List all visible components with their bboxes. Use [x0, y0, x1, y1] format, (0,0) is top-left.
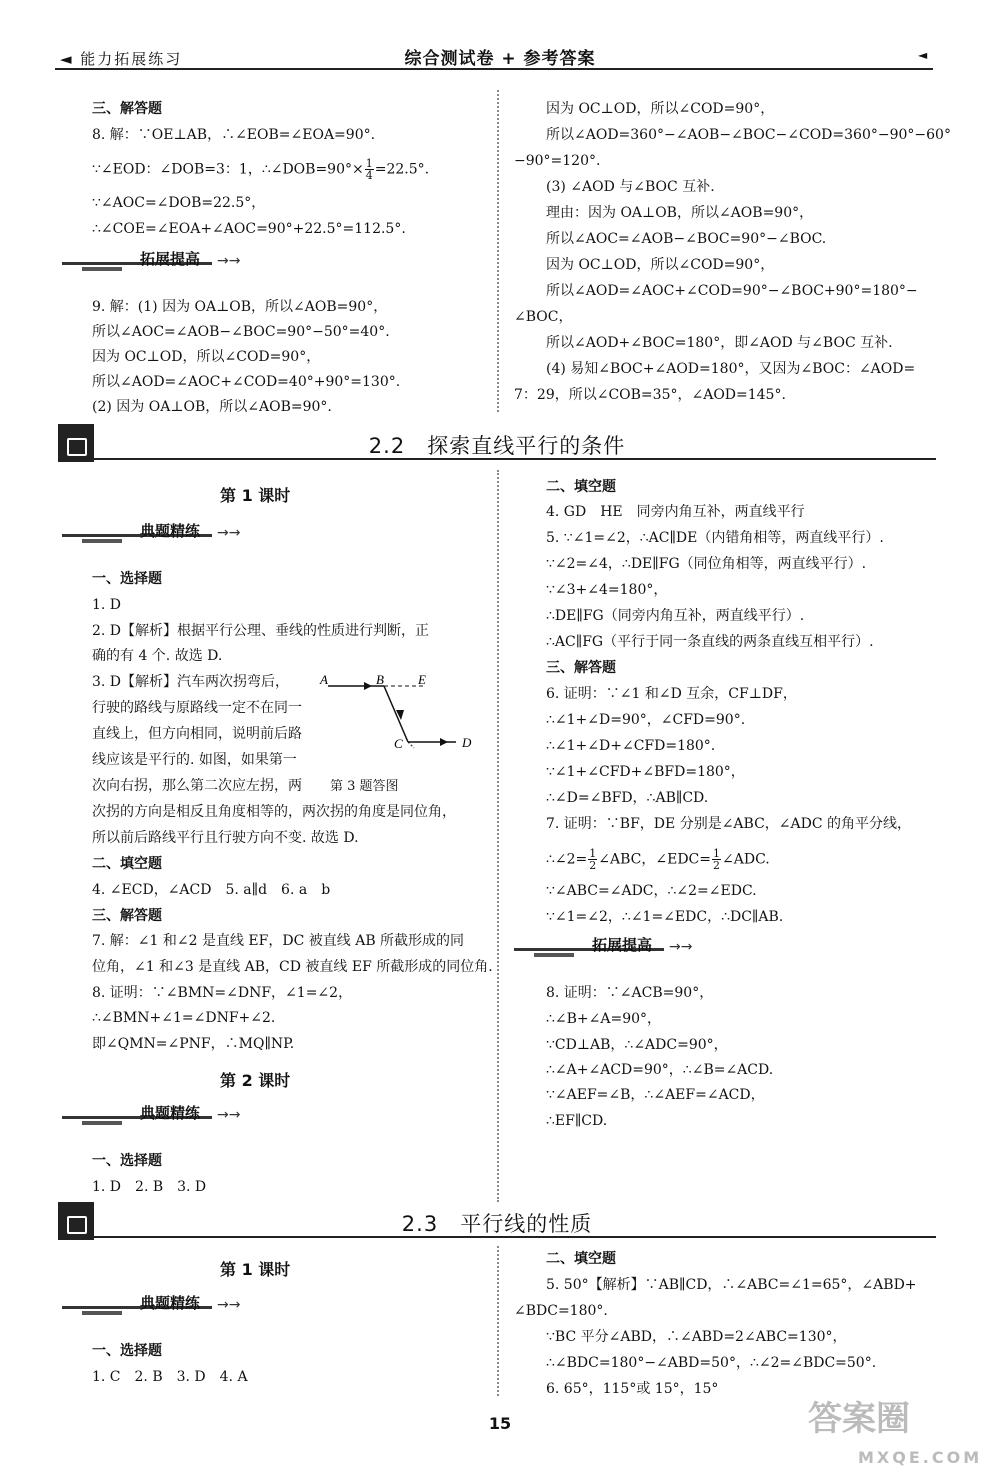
arrow-head: [440, 738, 448, 746]
section-tag: 典题精练 →→: [62, 1104, 262, 1132]
text-line: 三、解答题: [546, 660, 616, 676]
text-line: ∵∠1=∠2，∴∠1=∠EDC，∴DC∥AB.: [546, 909, 784, 925]
text-line: ∴∠B+∠A=90°，: [546, 1011, 662, 1027]
section-tag: 拓展提高 →→: [514, 936, 714, 964]
text-line: 2. D【解析】根据平行公理、垂线的性质进行判断，正: [92, 623, 430, 639]
text-line: 8. 证明：∵∠BMN=∠DNF，∠1=∠2，: [92, 985, 353, 1001]
text-line: 位角，∠1 和∠3 是直线 AB，CD 被直线 EF 所截形成的同位角.: [92, 959, 493, 975]
label-a: A: [320, 672, 328, 687]
text-line: 二、填空题: [546, 479, 616, 495]
section-tag: 典题精练 →→: [62, 522, 262, 550]
text-line: 次向右拐，那么第二次应左拐，两: [92, 778, 302, 794]
text-line: 1. D 2. B 3. D: [92, 1179, 207, 1195]
lesson-title: 第 1 课时: [220, 486, 291, 505]
header-title: 综合测试卷 + 参考答案: [404, 49, 596, 69]
text-line: 7：29，所以∠COB=35°，∠AOD=145°.: [514, 387, 786, 403]
text-line: (3) ∠AOD 与∠BOC 互补.: [546, 179, 715, 195]
label-e: E: [418, 672, 426, 687]
arrow-head: [364, 682, 372, 690]
text-line: 直线上，但方向相同，说明前后路: [92, 726, 302, 742]
text-line: 所以∠AOD=∠AOC+∠COD=40°+90°=130°.: [92, 374, 401, 390]
text-line: 三、解答题: [92, 101, 162, 117]
text-line: 5. ∵∠1=∠2，∴AC∥DE（内错角相等，两直线平行）.: [546, 530, 884, 546]
label-d: D: [462, 735, 472, 750]
text-line: 所以∠AOD=360°−∠AOB−∠BOC−∠COD=360°−90°−60°: [546, 127, 951, 143]
watermark-url: MXQE.COM: [858, 1448, 983, 1467]
text-line: ∴∠D=∠BFD，∴AB∥CD.: [546, 790, 709, 806]
text-line: 因为 OC⊥OD，所以∠COD=90°，: [546, 101, 775, 117]
text-line: 5. 50°【解析】∵AB∥CD，∴∠ABC=∠1=65°，∠ABD+: [546, 1277, 917, 1293]
text-line: 所以∠AOD+∠BOC=180°，即∠AOD 与∠BOC 互补.: [546, 335, 893, 351]
text-line: ∴∠COE=∠EOA+∠AOC=90°+22.5°=112.5°.: [92, 221, 406, 237]
text-line: (4) 易知∠BOC+∠AOD=180°，又因为∠BOC：∠AOD=: [546, 361, 916, 377]
text-line: ∴∠1+∠D+∠CFD=180°.: [546, 738, 716, 754]
section-tag: 拓展提高 →→: [62, 250, 262, 278]
text-line: 二、填空题: [546, 1251, 616, 1267]
lesson-title: 第 1 课时: [220, 1260, 291, 1279]
text-line: 4. GD HE 同旁内角互补，两直线平行: [546, 504, 805, 520]
header-left: ◄ 能力拓展练习: [60, 50, 183, 68]
section-title: 2.2 探索直线平行的条件: [368, 434, 626, 458]
text-line: 9. 解：(1) 因为 OA⊥OB，所以∠AOB=90°，: [92, 299, 388, 315]
section-tag: 典题精练 →→: [62, 1294, 262, 1322]
figure-3-diagram: [316, 668, 486, 788]
section-header-2-3: [58, 1202, 936, 1240]
text-line: ∵∠AEF=∠B，∴∠AEF=∠ACD，: [546, 1087, 765, 1103]
text-line: 理由：因为 OA⊥OB，所以∠AOB=90°，: [546, 205, 814, 221]
label-b: B: [376, 672, 384, 687]
fraction: $\frac{1}{4}$: [365, 157, 373, 182]
column-divider: [497, 470, 499, 1202]
text-line: 三、解答题: [92, 908, 162, 924]
text-line: ∵∠3+∠4=180°，: [546, 582, 668, 598]
section-title: 2.3 平行线的性质: [401, 1212, 593, 1236]
text-line: 1. D: [92, 597, 122, 613]
text-line: ∵CD⊥AB，∴∠ADC=90°，: [546, 1037, 728, 1053]
header-right-mark: ◄: [918, 48, 928, 62]
text-line: 3. D【解析】汽车两次拐弯后，: [92, 674, 290, 690]
text-line: 6. 证明：∵∠1 和∠D 互余，CF⊥DF，: [546, 686, 797, 702]
text-line: ∴EF∥CD.: [546, 1113, 608, 1129]
text-line: 6. 65°，115°或 15°，15°: [546, 1381, 719, 1397]
text-line: 确的有 4 个. 故选 D.: [92, 648, 223, 664]
fraction: $\frac{1}{2}$: [713, 847, 720, 872]
text-line: ∴DE∥FG（同旁内角互补，两直线平行）.: [546, 608, 805, 624]
text-line: 一、选择题: [92, 1343, 162, 1359]
column-divider: [497, 90, 499, 412]
text-line: ∵BC 平分∠ABD，∴∠ABD=2∠ABC=130°，: [546, 1329, 847, 1345]
text-line: 因为 OC⊥OD，所以∠COD=90°，: [92, 349, 321, 365]
text-line: 线应该是平行的. 如图，如果第一: [92, 752, 297, 768]
text-line: 因为 OC⊥OD，所以∠COD=90°，: [546, 257, 775, 273]
text-line: 行驶的路线与原路线一定不在同一: [92, 700, 302, 716]
text-line: ∵∠AOC=∠DOB=22.5°，: [92, 195, 266, 211]
text-line: 所以前后路线平行且行驶方向不变. 故选 D.: [92, 830, 359, 846]
text-line: ∠BOC，: [514, 309, 573, 325]
text-line: ∵∠2=∠4，∴DE∥FG（同位角相等，两直线平行）.: [546, 556, 867, 572]
text-line: ∵∠1+∠CFD+∠BFD=180°，: [546, 764, 745, 780]
segment-bc: [384, 686, 408, 742]
header-rule: [55, 68, 933, 70]
text-line: ∵∠ABC=∠ADC，∴∠2=∠EDC.: [546, 883, 757, 899]
text-line: 一、选择题: [92, 1153, 162, 1169]
lesson-title: 第 2 课时: [220, 1071, 291, 1090]
text-line: ∵∠EOD：∠DOB=3：1，∴∠DOB=90°× $\frac{1}{4}$ =22.5°.: [92, 157, 430, 182]
column-divider: [497, 1246, 499, 1396]
text-line: 8. 解：∵OE⊥AB，∴∠EOB=∠EOA=90°.: [92, 127, 376, 143]
text-line: −90°=120°.: [514, 153, 601, 169]
figure-caption: 第 3 题答图: [330, 779, 399, 794]
section-header-2-2: [58, 424, 936, 462]
text-line: 7. 解：∠1 和∠2 是直线 EF，DC 被直线 AB 所截形成的同: [92, 933, 465, 949]
text-line: ∴∠A+∠ACD=90°，∴∠B=∠ACD.: [546, 1062, 774, 1078]
text-line: ∠BDC=180°.: [514, 1303, 608, 1319]
text-line: 所以∠AOC=∠AOB−∠BOC=90°−∠BOC.: [546, 231, 827, 247]
text-line: ∴∠BDC=180°−∠ABD=50°，∴∠2=∠BDC=50°.: [546, 1355, 877, 1371]
text-line: ∴∠1+∠D=90°，∠CFD=90°.: [546, 712, 746, 728]
text-line: 二、填空题: [92, 856, 162, 872]
text-line: 即∠QMN=∠PNF，∴MQ∥NP.: [92, 1036, 295, 1052]
text-line: 4. ∠ECD，∠ACD 5. a∥d 6. a b: [92, 882, 331, 898]
text-line: 次拐的方向是相反且角度相等的，两次拐的角度是同位角，: [92, 804, 456, 820]
text-line: 7. 证明：∵BF，DE 分别是∠ABC，∠ADC 的角平分线，: [546, 816, 912, 832]
text-line: ∴AC∥FG（平行于同一条直线的两条直线互相平行）.: [546, 634, 874, 650]
text-line: ∴∠2= $\frac{1}{2}$ ∠ABC，∠EDC= $\frac{1}{2}$ ∠ADC.: [546, 847, 770, 872]
watermark-logo: 答案圈: [808, 1399, 910, 1439]
page-number: 15: [488, 1414, 512, 1433]
label-c: C: [394, 736, 403, 751]
text-line: ∴∠BMN+∠1=∠DNF+∠2.: [92, 1010, 276, 1026]
text-line: 1. C 2. B 3. D 4. A: [92, 1369, 248, 1385]
text-line: (2) 因为 OA⊥OB，所以∠AOB=90°.: [92, 399, 332, 415]
fraction: $\frac{1}{2}$: [589, 847, 597, 872]
text-line: 所以∠AOC=∠AOB−∠BOC=90°−50°=40°.: [92, 324, 390, 340]
text-line: 8. 证明：∵∠ACB=90°，: [546, 985, 714, 1001]
text-line: 所以∠AOD=∠AOC+∠COD=90°−∠BOC+90°=180°−: [546, 283, 918, 299]
text-line: 一、选择题: [92, 571, 162, 587]
